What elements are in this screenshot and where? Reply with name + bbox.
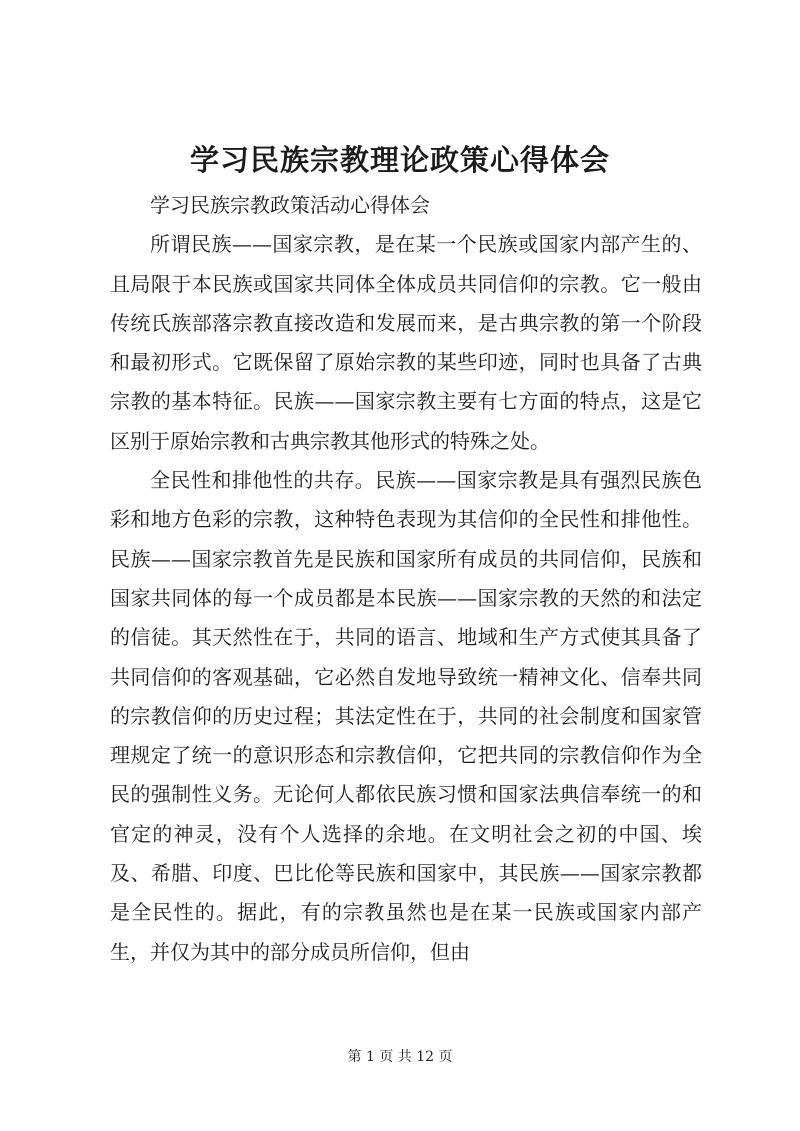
subtitle-paragraph: 学习民族宗教政策活动心得体会	[150, 193, 430, 217]
body-paragraph: 全民性和排他性的共存。民族——国家宗教是具有强烈民族色彩和地方色彩的宗教，这种特色表现为其信仰的全民性和排他性。民族——国家宗教首先是民族和国家所有成员的共同信仰，民族和国家共同体的每一个成员都是本民族——国家宗教的天然的和法定的信徒。其天然性在于，共同的语言、地域和生产方式使其具备了共同信仰的客观基础，它必然自发地导致统一精神文化、信奉共同的宗教信仰的历史过程；其法定性在于，共同的社会制度和国家管理规定了统一的意识形态和宗教信仰，它把共同的宗教信仰作为全民的强制性义务。无论何人都依民族习惯和国家法典信奉统一的和官定的神灵，没有个人选择的余地。在文明社会之初的中国、埃及、希腊、印度、巴比伦等民族和国家中，其民族——国家宗教都是全民性的。据此，有的宗教虽然也是在某一民族或国家内部产生，并仅为其中的部分成员所信仰，但由	[110, 468, 702, 964]
document-title: 学习民族宗教理论政策心得体会	[189, 143, 610, 177]
document-body	[110, 186, 702, 972]
body-paragraph: 所谓民族——国家宗教，是在某一个民族或国家内部产生的、且局限于本民族或国家共同体全体成员共同信仰的宗教。它一般由传统氏族部落宗教直接改造和发展而来，是古典宗教的第一个阶段和最初形式。它既保留了原始宗教的某些印迹，同时也具备了古典宗教的基本特征。民族——国家宗教主要有七方面的特点，这是它区别于原始宗教和古典宗教其他形式的特殊之处。	[110, 232, 702, 453]
page-number-footer: 第 1 页 共 12 页	[347, 1049, 453, 1065]
